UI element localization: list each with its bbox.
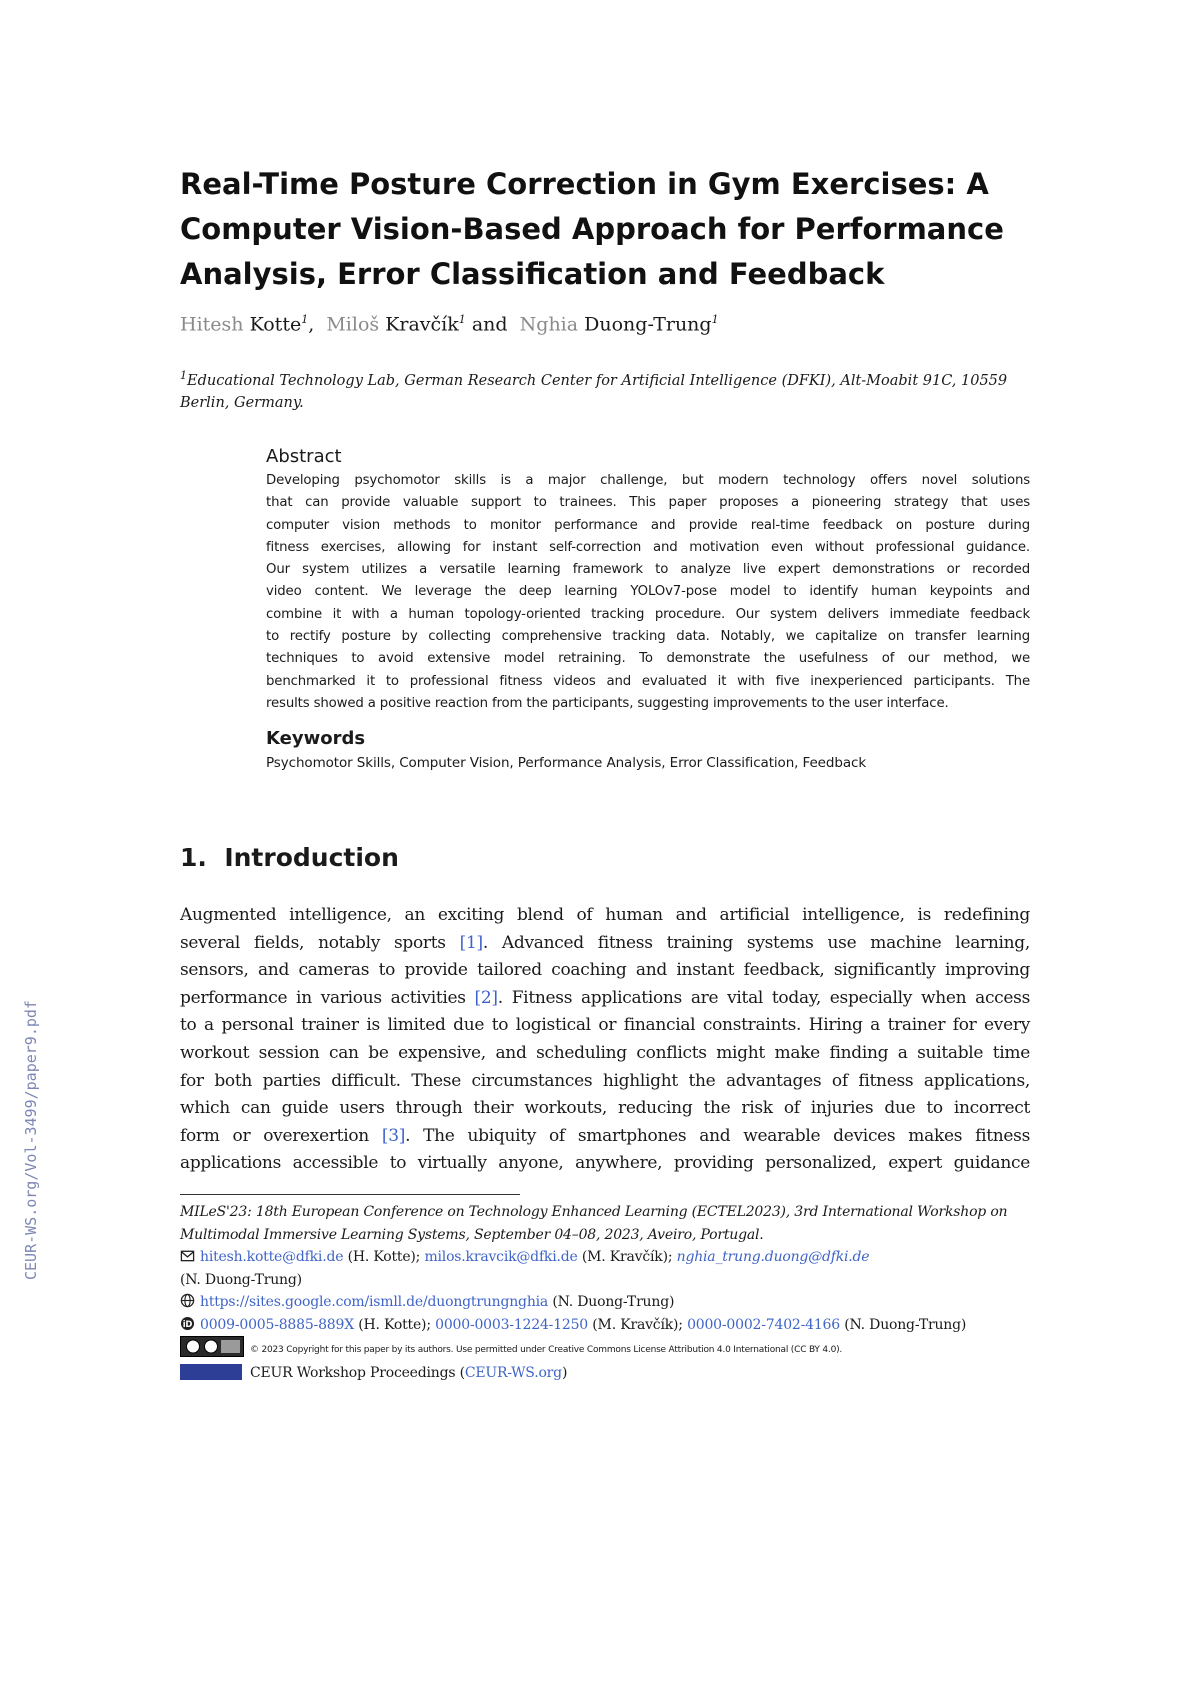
- intro-text: form or overexertion: [180, 1125, 382, 1146]
- affiliation-mark: 1: [180, 369, 187, 382]
- intro-line: [180, 957, 1030, 985]
- orcid-owner: (H. Kotte);: [358, 1316, 431, 1333]
- affiliation-text: Educational Technology Lab, German Research Center for Artificial Intelligence (DFKI), Alt-Moabit 91C, 10559 Berlin, Germany.: [180, 372, 1008, 411]
- intro-text: sensors, and cameras to provide tailored coaching and instant feedback, significantly improving: [180, 960, 1030, 981]
- website-line: [180, 1291, 1040, 1314]
- abstract-heading: Abstract: [266, 446, 342, 467]
- affiliation: [180, 365, 1030, 414]
- abstract-line: fitness exercises, allowing for instant self-correction and motivation even without professional guidance.: [266, 539, 1030, 555]
- intro-text: several fields, notably sports: [180, 932, 460, 953]
- ceur-logo-icon: [180, 1364, 242, 1380]
- intro-text: . Advanced fitness training systems use machine learning,: [482, 932, 1030, 953]
- intro-line: [180, 1068, 1030, 1096]
- intro-line: [180, 985, 1030, 1013]
- orcid-icon: [180, 1316, 195, 1331]
- abstract-line: Our system utilizes a versatile learning framework to analyze live expert demonstrations or recorded: [266, 562, 1030, 578]
- author-surname: Duong-Trung: [584, 313, 712, 336]
- side-url[interactable]: CEUR-WS.org/Vol-3499/paper9.pdf: [22, 1000, 40, 1280]
- author-given-name: Miloš: [326, 313, 380, 336]
- abstract-line: combine it with a human topology-oriented tracking procedure. Our system delivers immediate feedback: [266, 606, 1030, 622]
- abstract-line: video content. We leverage the deep learning YOLOv7-pose model to identify human keypoints and: [266, 584, 1030, 600]
- conference-note: MILeS'23: 18th European Conference on Technology Enhanced Learning (ECTEL2023), 3rd International Workshop on: [180, 1204, 1008, 1220]
- ceur-line: [180, 1362, 1040, 1385]
- ceur-text: CEUR Workshop Proceedings (: [250, 1364, 465, 1381]
- intro-text: Augmented intelligence, an exciting blend of human and artificial intelligence, is redefining: [180, 905, 1030, 925]
- intro-line: [180, 1123, 1030, 1151]
- footnotes: [180, 1201, 1040, 1384]
- author-separator: and: [471, 313, 508, 336]
- author-affil-mark: 1: [301, 313, 309, 326]
- citation-link[interactable]: [3]: [381, 1125, 406, 1146]
- email-owner: (H. Kotte);: [347, 1249, 421, 1265]
- intro-text: for both parties difficult. These circumstances highlight the advantages of fitness applications,: [180, 1070, 1030, 1091]
- orcid-link[interactable]: 0009-0005-8885-889X: [200, 1316, 354, 1333]
- intro-text: performance in various activities: [180, 987, 475, 1008]
- intro-text: which can guide users through their workouts, reducing the risk of injuries due to incorrect: [180, 1098, 1030, 1119]
- author-surname: Kotte: [249, 313, 302, 336]
- envelope-icon: [180, 1248, 195, 1263]
- intro-line: [180, 930, 1030, 958]
- title-line: Analysis, Error Classification and Feedback: [180, 257, 885, 291]
- paper-title: [180, 162, 1060, 297]
- citation-link[interactable]: [2]: [474, 987, 498, 1008]
- abstract-line: results showed a positive reaction from the participants, suggesting improvements to the user interface.: [266, 695, 949, 711]
- title-line: Computer Vision-Based Approach for Performance: [180, 212, 1004, 246]
- ceur-text-close: ): [561, 1364, 568, 1381]
- introduction-body: [180, 902, 1030, 1178]
- author-given-name: Nghia: [519, 313, 579, 336]
- orcid-line: [180, 1314, 1040, 1337]
- orcid-owner: (N. Duong-Trung): [844, 1316, 967, 1333]
- copyright-text: © 2023 Copyright for this paper by its authors. Use permitted under Creative Commons License Attribution 4.0 International (CC BY 4.0).: [250, 1345, 843, 1355]
- footnote-rule: [180, 1194, 520, 1195]
- keywords-heading: Keywords: [266, 728, 366, 749]
- abstract-line: techniques to avoid extensive model retraining. To demonstrate the usefulness of our method, we: [266, 651, 1030, 667]
- abstract-line: benchmarked it to professional fitness videos and evaluated it with five inexperienced participants. The: [266, 673, 1030, 689]
- orcid-link[interactable]: 0000-0002-7402-4166: [687, 1316, 840, 1333]
- email-link[interactable]: milos.kravcik@dfki.de: [424, 1249, 578, 1265]
- email-link[interactable]: nghia_trung.duong@dfki.de: [676, 1249, 870, 1265]
- intro-line: [180, 1095, 1030, 1123]
- intro-text: to a personal trainer is limited due to logistical or financial constraints. Hiring a trainer for every: [180, 1015, 1030, 1036]
- svg-text:iD: iD: [182, 1318, 193, 1329]
- abstract-line: that can provide valuable support to trainees. This paper proposes a pioneering strategy that uses: [266, 495, 1030, 511]
- abstract-line: to rectify posture by collecting comprehensive tracking data. Notably, we capitalize on transfer learning: [266, 629, 1030, 645]
- author-list: [180, 313, 719, 335]
- author-affil-mark: 1: [711, 313, 719, 326]
- abstract-line: Developing psychomotor skills is a major challenge, but modern technology offers novel solutions: [266, 473, 1030, 488]
- orcid-owner: (M. Kravčík);: [592, 1316, 683, 1333]
- orcid-link[interactable]: 0000-0003-1224-1250: [435, 1316, 589, 1333]
- keywords-text: Psychomotor Skills, Computer Vision, Performance Analysis, Error Classification, Feedback: [266, 755, 867, 771]
- author-given-name: Hitesh: [180, 313, 244, 336]
- website-link[interactable]: https://sites.google.com/ismll.de/duongtrungnghia: [200, 1294, 549, 1310]
- abstract-line: computer vision methods to monitor performance and provide real-time feedback on posture during: [266, 517, 1030, 533]
- intro-line: [180, 902, 1030, 930]
- email-owner: (N. Duong-Trung): [180, 1271, 302, 1288]
- abstract-body: [266, 470, 1030, 715]
- section-heading: [180, 843, 399, 872]
- email-link[interactable]: hitesh.kotte@dfki.de: [200, 1249, 344, 1265]
- author-separator: ,: [308, 313, 315, 336]
- intro-text: . Fitness applications are vital today, especially when access: [497, 987, 1030, 1008]
- intro-text: workout session can be expensive, and scheduling conflicts might make finding a suitable time: [180, 1042, 1030, 1063]
- intro-line: [180, 1012, 1030, 1040]
- intro-text: . The ubiquity of smartphones and wearable devices makes fitness: [405, 1125, 1030, 1146]
- globe-icon: [180, 1293, 195, 1308]
- intro-line: [180, 1150, 1030, 1178]
- author-surname: Kravčík: [385, 313, 459, 336]
- conference-note: Multimodal Immersive Learning Systems, September 04–08, 2023, Aveiro, Portugal.: [180, 1226, 764, 1243]
- citation-link[interactable]: [1]: [459, 932, 483, 953]
- copyright-line: [180, 1336, 1040, 1362]
- author-affil-mark: 1: [458, 313, 466, 326]
- website-owner: (N. Duong-Trung): [552, 1294, 675, 1310]
- intro-text: applications accessible to virtually anyone, anywhere, providing personalized, expert guidance: [180, 1153, 1030, 1174]
- intro-line: [180, 1040, 1030, 1068]
- email-line: [180, 1246, 1040, 1269]
- title-line: Real-Time Posture Correction in Gym Exercises: A: [180, 167, 989, 201]
- ceur-link[interactable]: CEUR-WS.org: [464, 1364, 562, 1381]
- section-number: 1.: [180, 843, 207, 872]
- email-owner: (M. Kravčík);: [581, 1249, 673, 1265]
- cc-license-icon: [180, 1336, 244, 1357]
- section-title: Introduction: [224, 843, 399, 872]
